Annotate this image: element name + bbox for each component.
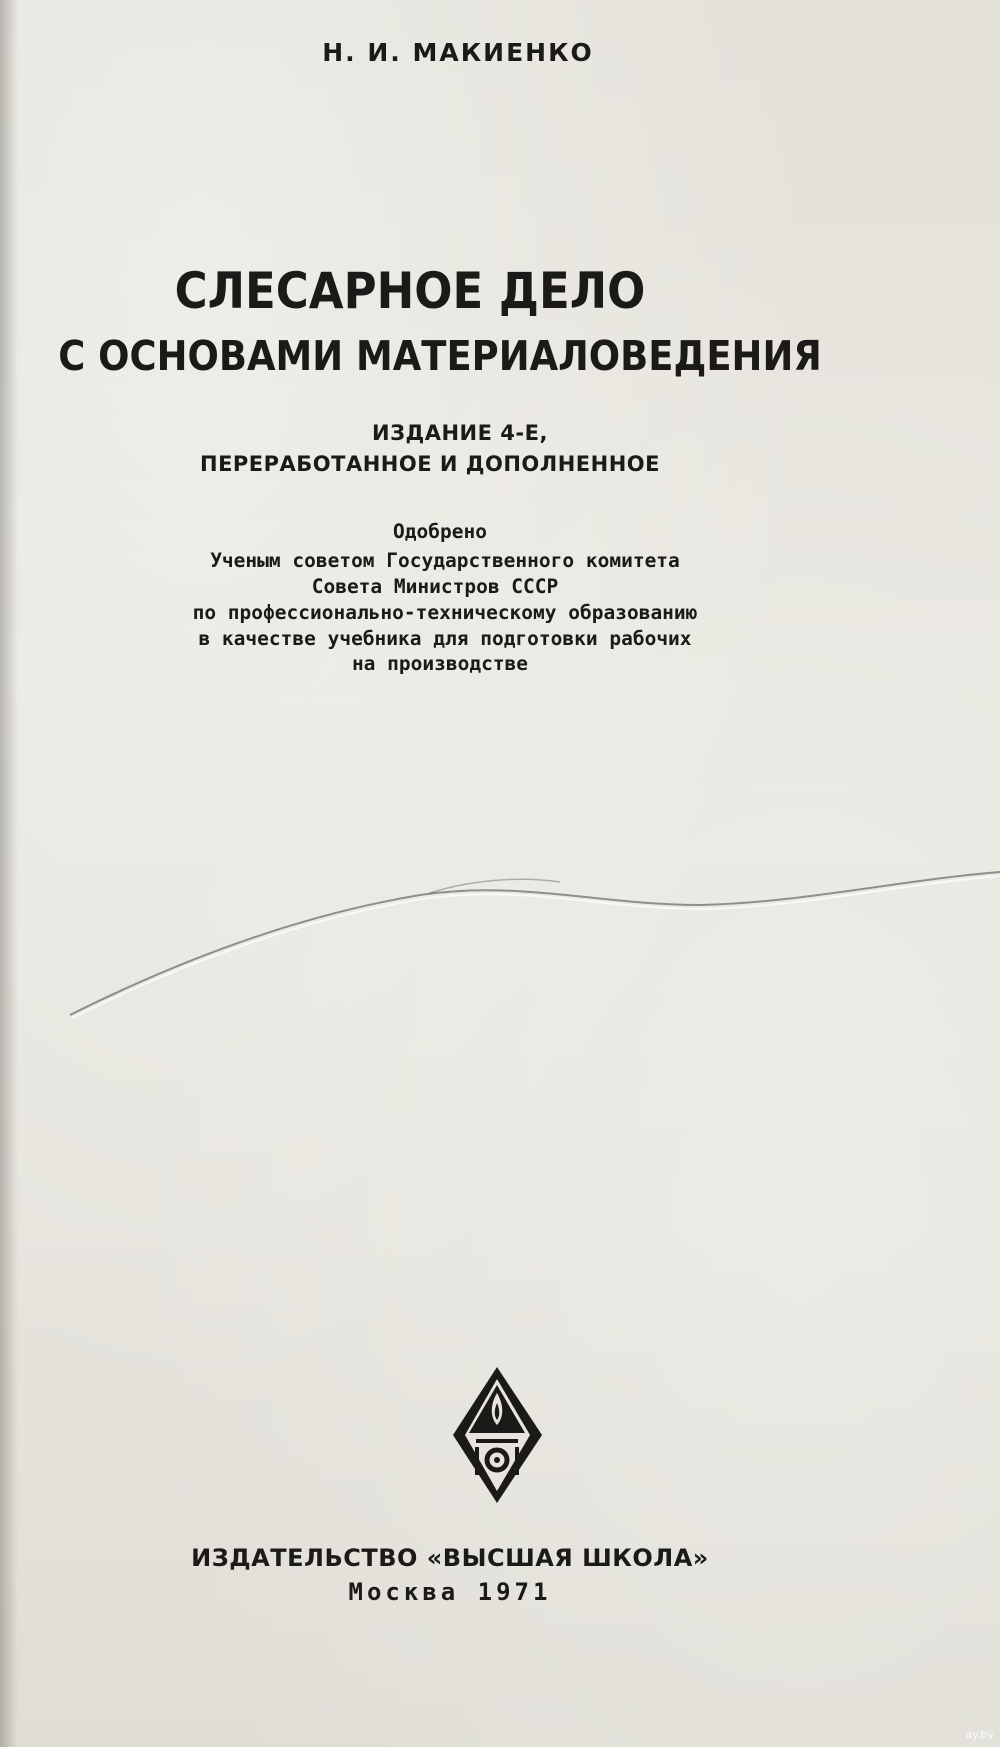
approval-line: Одобрено — [393, 520, 487, 543]
city-year: Москва 1971 — [348, 1578, 552, 1606]
approval-line: Совета Министров СССР — [311, 575, 559, 598]
book-title-line-1: СЛЕСАРНОЕ ДЕЛО — [174, 262, 646, 320]
edition-line-1: ИЗДАНИЕ 4-Е, — [372, 421, 548, 445]
page-edge-shadow — [0, 0, 18, 1747]
approval-line: Ученым советом Государственного комитета — [210, 549, 680, 572]
approval-line: по профессионально-техническому образованию — [192, 601, 698, 624]
approval-line: на производстве — [351, 652, 529, 675]
approval-line: в качестве учебника для подготовки рабочих — [198, 627, 692, 650]
watermark-text: ay.by — [965, 1728, 994, 1741]
edition-line-2: ПЕРЕРАБОТАННОЕ И ДОПОЛНЕННОЕ — [200, 452, 660, 476]
publisher-name: ИЗДАТЕЛЬСТВО «ВЫСШАЯ ШКОЛА» — [191, 1544, 709, 1572]
author-name: Н. И. МАКИЕНКО — [322, 38, 594, 67]
book-title-line-2: С ОСНОВАМИ МАТЕРИАЛОВЕДЕНИЯ — [58, 332, 822, 380]
publisher-emblem-icon — [450, 1365, 545, 1505]
